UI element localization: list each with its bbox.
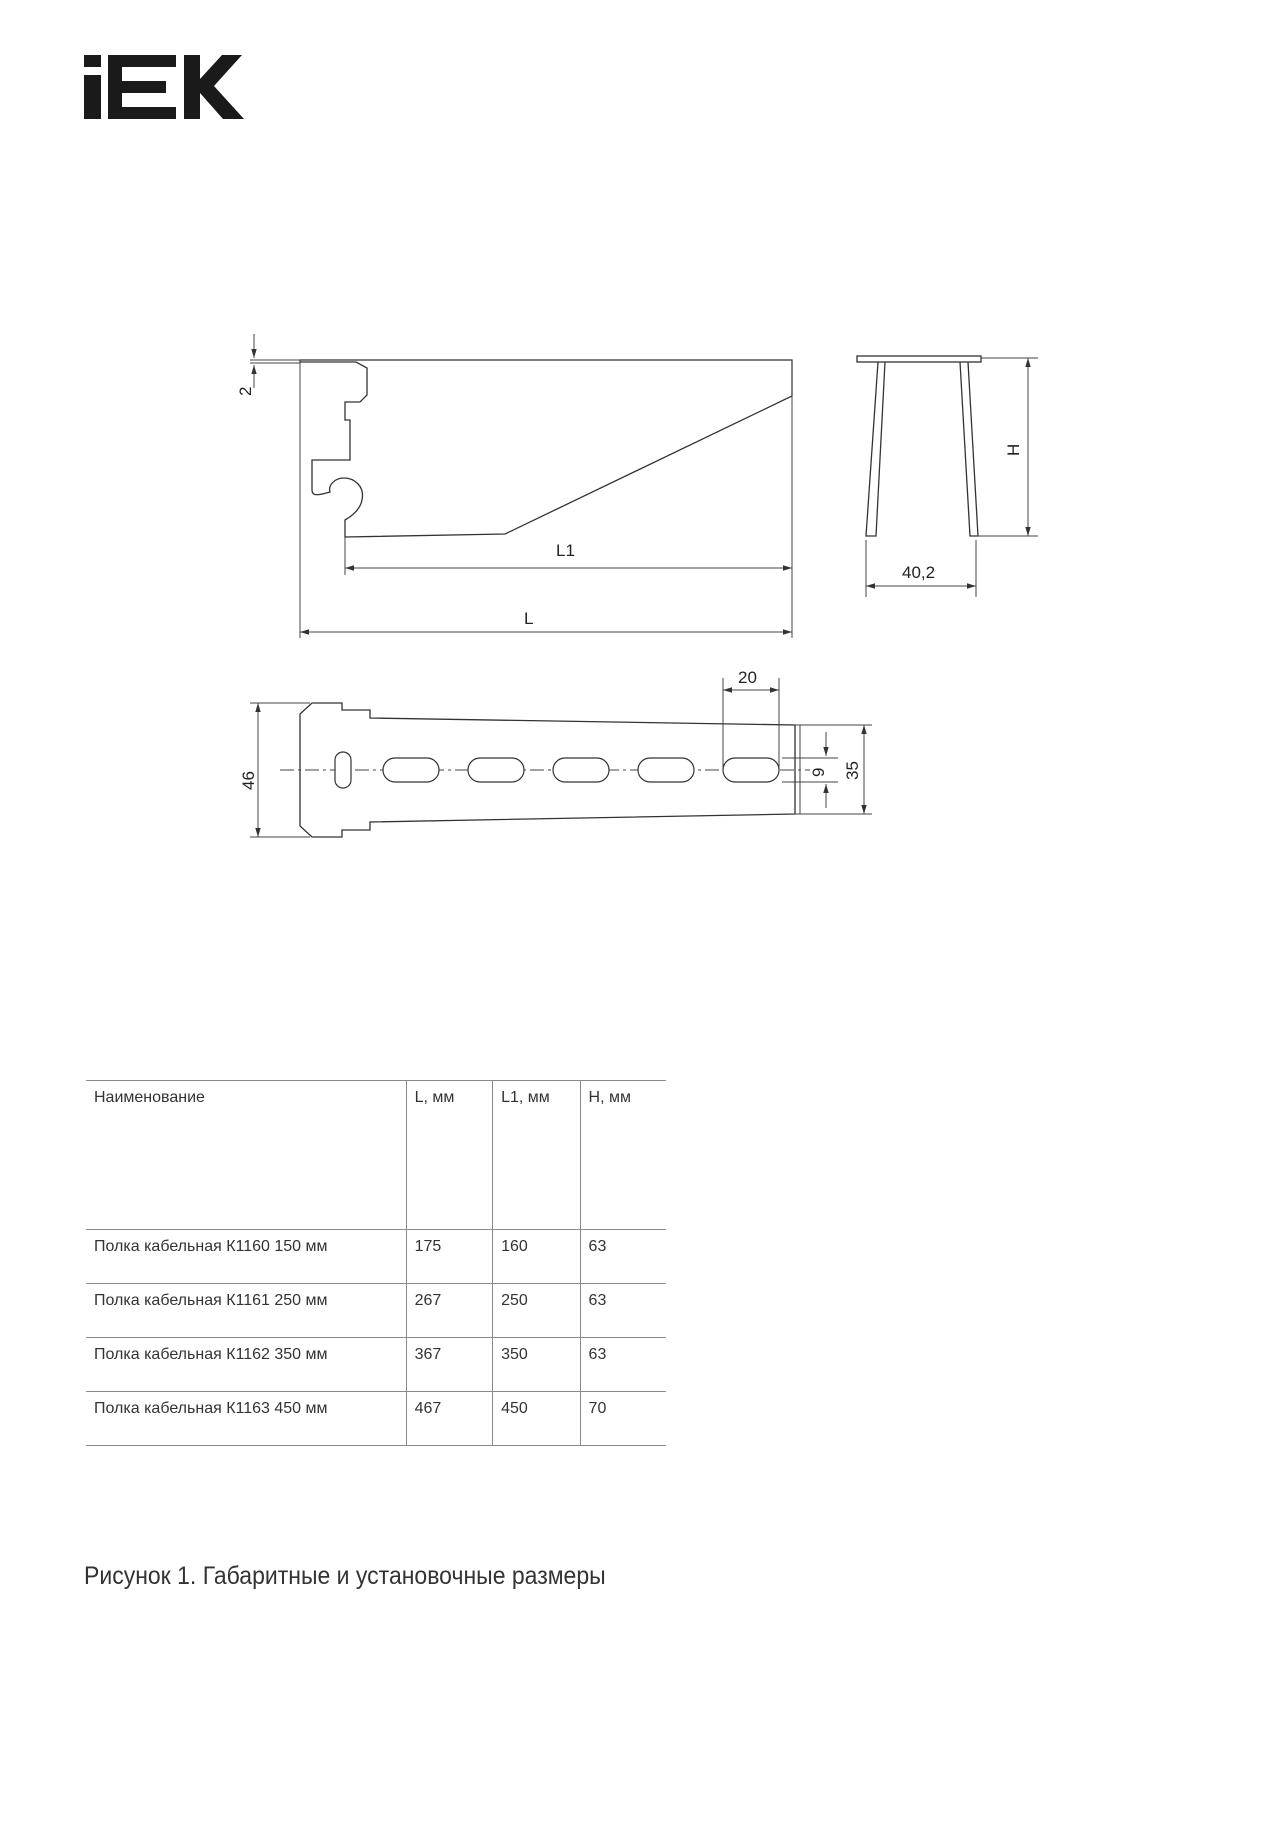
cell-L1: 250 xyxy=(493,1284,580,1338)
top-view xyxy=(239,668,872,837)
dim-L1-label: L1 xyxy=(556,541,575,560)
end-view xyxy=(857,356,1038,597)
col-header-L1: L1, мм xyxy=(493,1081,580,1230)
table-row xyxy=(86,1230,666,1284)
cell-name: Полка кабельная К1163 450 мм xyxy=(86,1392,406,1446)
cell-H: 63 xyxy=(580,1230,666,1284)
table-row xyxy=(86,1392,666,1446)
col-header-H: H, мм xyxy=(580,1081,666,1230)
cell-L1: 350 xyxy=(493,1338,580,1392)
cell-L: 467 xyxy=(406,1392,492,1446)
cell-L: 267 xyxy=(406,1284,492,1338)
cell-L: 175 xyxy=(406,1230,492,1284)
table-row xyxy=(86,1284,666,1338)
table-header-row xyxy=(86,1081,666,1230)
technical-drawing xyxy=(0,0,1280,900)
dim-flange-label: 2 xyxy=(236,386,255,396)
cell-L: 367 xyxy=(406,1338,492,1392)
spec-table xyxy=(86,1080,666,1446)
side-view xyxy=(236,334,792,638)
table-row xyxy=(86,1338,666,1392)
cell-name: Полка кабельная К1161 250 мм xyxy=(86,1284,406,1338)
col-header-L: L, мм xyxy=(406,1081,492,1230)
dim-depth-label: 40,2 xyxy=(902,563,936,582)
dim-width-label: 46 xyxy=(239,771,258,790)
cell-H: 63 xyxy=(580,1284,666,1338)
dim-slot-width-label: 9 xyxy=(809,767,828,777)
dim-slot-pitch-label: 20 xyxy=(738,668,757,687)
cell-name: Полка кабельная К1162 350 мм xyxy=(86,1338,406,1392)
dim-L-label: L xyxy=(524,609,534,628)
dim-tip-width-label: 35 xyxy=(843,761,862,780)
dim-H-label: H xyxy=(1004,443,1023,456)
col-header-name: Наименование xyxy=(86,1081,406,1230)
cell-L1: 450 xyxy=(493,1392,580,1446)
cell-name: Полка кабельная К1160 150 мм xyxy=(86,1230,406,1284)
cell-L1: 160 xyxy=(493,1230,580,1284)
cell-H: 70 xyxy=(580,1392,666,1446)
figure-caption: Рисунок 1. Габаритные и установочные размеры xyxy=(84,1562,606,1590)
cell-H: 63 xyxy=(580,1338,666,1392)
